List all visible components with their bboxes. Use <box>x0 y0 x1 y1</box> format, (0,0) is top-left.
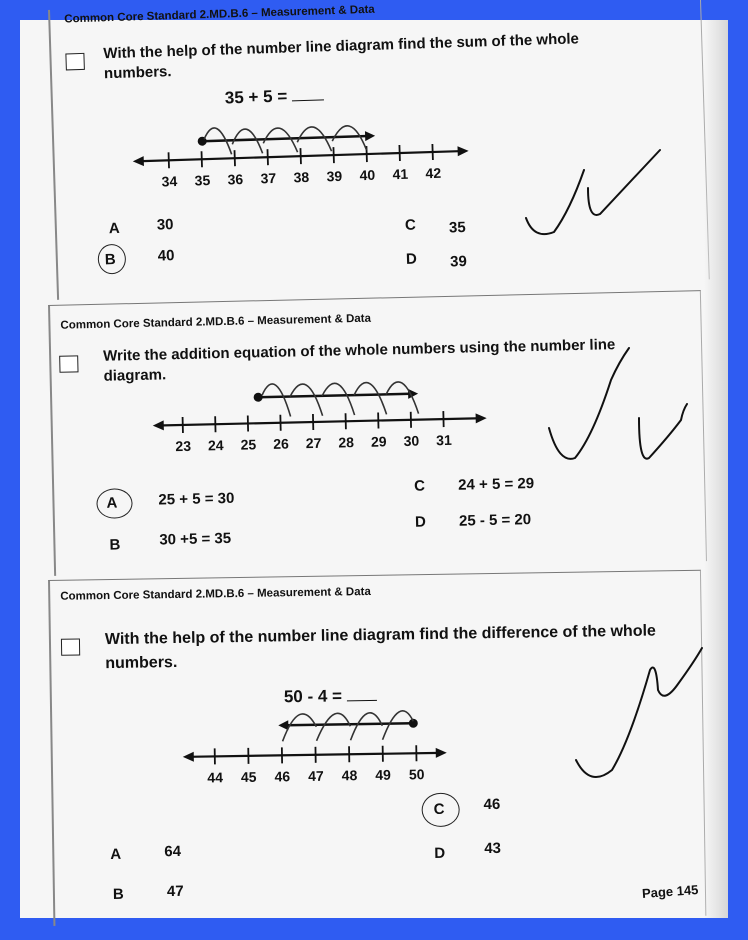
option-a-letter[interactable]: A <box>108 219 121 238</box>
question-text: Write the addition equation of the whole numbers using the number line diagram. <box>102 336 616 385</box>
worksheet-page <box>20 3 728 918</box>
number-line-2 <box>151 362 493 460</box>
option-c-letter[interactable]: C <box>404 216 417 234</box>
option-c-letter[interactable]: C <box>433 800 445 818</box>
option-c-letter[interactable]: C <box>414 477 426 495</box>
tick-mark <box>399 145 400 161</box>
check-mark-3 <box>568 620 728 790</box>
tick-mark <box>300 148 301 164</box>
tick-label: 38 <box>293 168 310 186</box>
option-a-letter[interactable]: A <box>106 494 118 512</box>
question-text: With the help of the number line diagram find the difference of the whole numbers. <box>104 622 657 673</box>
option-d-letter[interactable]: D <box>414 513 427 531</box>
tick-mark <box>202 151 203 167</box>
tick-label: 36 <box>227 170 244 188</box>
check-mark-2 <box>545 340 705 480</box>
tick-label: 50 <box>408 766 425 783</box>
option-d-letter[interactable]: D <box>405 250 418 268</box>
tick-label: 42 <box>425 164 442 182</box>
standard-header: Common Core Standard 2.MD.B.6 – Measurement & Data <box>60 585 371 603</box>
option-a-value: 64 <box>164 842 182 861</box>
option-d-letter[interactable]: D <box>434 844 446 862</box>
option-d-value: 43 <box>484 839 502 858</box>
tick-mark <box>169 152 170 168</box>
tick-mark <box>432 144 433 160</box>
tick-label: 26 <box>273 435 289 452</box>
tick-label: 37 <box>260 169 277 187</box>
option-b-letter[interactable]: B <box>109 536 121 554</box>
tick-label: 28 <box>338 434 355 451</box>
tick-label: 31 <box>435 431 452 449</box>
option-c-value: 24 + 5 = 29 <box>458 475 535 494</box>
tick-label: 44 <box>207 769 224 786</box>
tick-label: 39 <box>326 167 343 185</box>
tick-label: 41 <box>392 165 409 183</box>
option-b-letter[interactable]: B <box>112 885 124 904</box>
tick-label: 29 <box>370 433 387 450</box>
option-d-value: 25 - 5 = 20 <box>458 511 532 530</box>
option-b-letter[interactable]: B <box>104 251 116 269</box>
tick-label: 47 <box>307 767 324 784</box>
answer-checkbox[interactable] <box>59 355 78 372</box>
option-a-value: 25 + 5 = 30 <box>158 489 235 509</box>
option-c-value: 46 <box>483 795 501 814</box>
equation-text: 50 - 4 = <box>283 686 347 707</box>
standard-header: Common Core Standard 2.MD.B.6 – Measurement & Data <box>60 312 372 332</box>
standard-header: Common Core Standard 2.MD.B.6 – Measurement & Data <box>64 3 375 26</box>
tick-label: 45 <box>240 768 257 785</box>
tick-label: 30 <box>403 432 420 449</box>
tick-mark <box>267 149 268 165</box>
tick-label: 23 <box>175 437 192 455</box>
equation-text: 35 + 5 = <box>224 86 293 108</box>
option-a-value: 30 <box>156 216 174 234</box>
option-b-value: 40 <box>157 247 175 265</box>
tick-label: 49 <box>375 766 392 783</box>
page-number: Page 145 <box>641 882 699 901</box>
tick-label: 35 <box>194 171 211 189</box>
option-b-value: 30 +5 = 35 <box>159 529 232 549</box>
tick-label: 40 <box>359 166 376 184</box>
number-line-1 <box>131 107 473 198</box>
check-mark-1 <box>520 140 670 250</box>
answer-blank <box>292 99 324 101</box>
tick-label: 34 <box>161 173 178 190</box>
number-line-3 <box>182 695 453 789</box>
tick-label: 24 <box>207 437 224 454</box>
tick-label: 46 <box>274 768 291 785</box>
equation <box>225 85 325 108</box>
option-c-value: 35 <box>448 218 466 237</box>
answer-checkbox[interactable] <box>61 639 80 656</box>
option-a-letter[interactable]: A <box>110 845 122 864</box>
answer-checkbox[interactable] <box>65 53 85 71</box>
tick-label: 48 <box>341 767 358 784</box>
option-d-value: 39 <box>449 252 468 271</box>
option-b-value: 47 <box>166 882 184 901</box>
tick-mark <box>333 147 334 163</box>
question-text: With the help of the number line diagram find the sum of the whole numbers. <box>103 30 580 83</box>
tick-mark <box>234 150 235 166</box>
tick-label: 27 <box>305 434 322 452</box>
tick-label: 25 <box>240 436 257 453</box>
